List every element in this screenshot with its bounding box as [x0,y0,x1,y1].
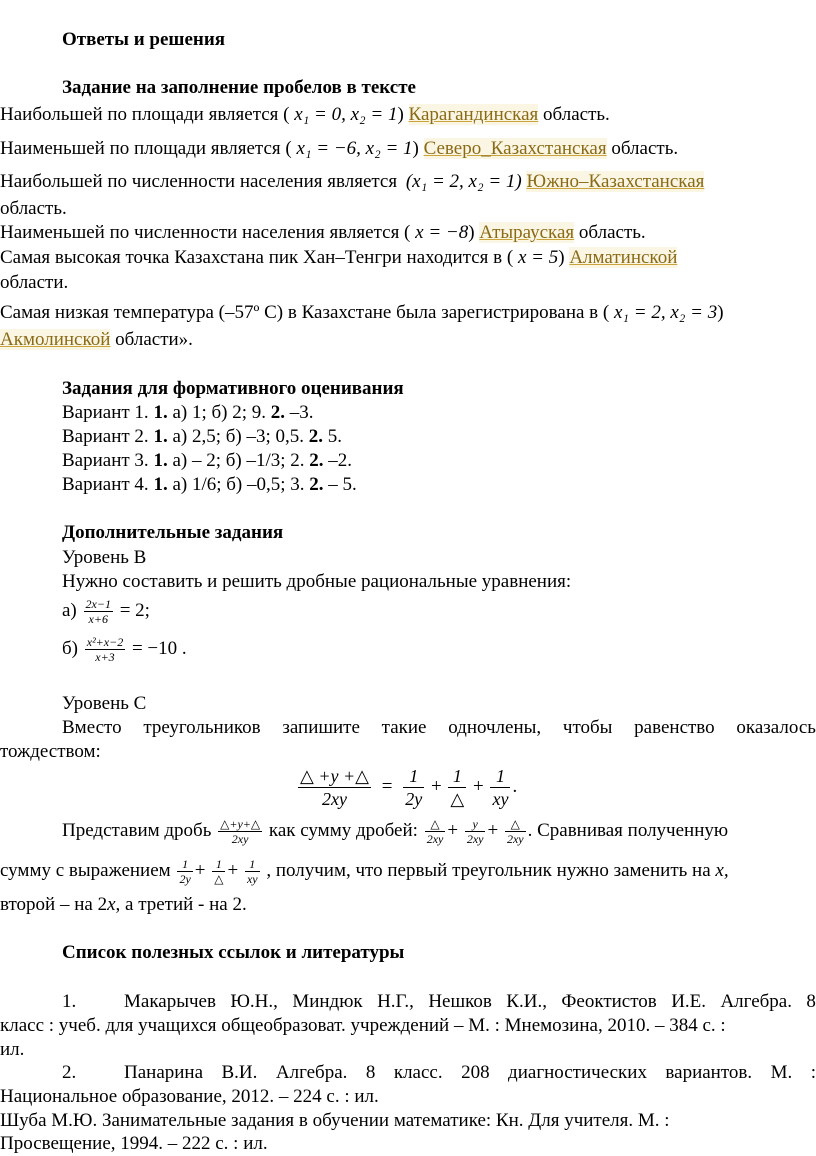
variant-4: Вариант 4. 1. а) 1/6; б) –0,5; 3. 2. – 5. [62,474,357,495]
level-c-text-2: тождеством: [0,741,101,762]
word: запишите [282,717,360,738]
word: Н.Г., [377,991,414,1012]
task-text: Нужно составить и решить дробные рациональные уравнения: [62,571,572,592]
ref-1-line-2: класс : учеб. для учащихся общеобразоват. учреждений – М. : Мнемозина, 2010. – 384 с. : [0,1015,726,1036]
answer-link-4[interactable]: Атырауская [479,222,575,243]
variant-3: Вариант 3. 1. а) – 2; б) –1/3; 2. 2. –2. [62,450,353,471]
word: К.И., [506,991,547,1012]
answer-link-2[interactable]: Северо_Казахстанская [423,138,607,159]
ref-2-line-2: Национальное образование, 2012. – 224 с. : ил. [0,1086,379,1107]
word: Панарина [124,1062,204,1083]
word: одночлены, [448,717,542,738]
word: оказалось [736,717,816,738]
word: В.И. [221,1062,258,1083]
word: равенство [634,717,715,738]
word: Алгебра. [720,991,792,1012]
word: чтобы [562,717,613,738]
level-c: Уровень С [62,693,147,714]
fill-line-5b: области. [0,272,69,293]
answer-link-1[interactable]: Карагандинская [408,104,539,125]
word: Феоктистов [561,991,657,1012]
word: И.Е. [671,991,707,1012]
word: Вместо [62,717,122,738]
word: Ю.Н., [230,991,278,1012]
word: Алгебра. [275,1062,348,1083]
word: Миндюк [292,991,363,1012]
ref-1-line-3: ил. [0,1039,25,1060]
level-c-text [62,716,816,740]
main-equation: $\frac{\triangle +y +\triangle}{2xy}$ = $\frac{1}{2y}$ + $\frac{1}{\triangle}$ + $\frac{1}{xy}$ . [300,766,518,810]
word: вариантов. [665,1062,753,1083]
word: М. [770,1062,793,1083]
ref-3-line-2: Просвещение, 1994. – 222 с. : ил. [0,1133,268,1154]
fill-line-5: Самая высокая точка Казахстана пик Хан–Тенгри находится в ( x = 5) Алматинской [0,247,678,268]
compare-line: сумму с выражением $\frac{1}{2y}$ + $\frac{1}{\triangle}$ + $\frac{1}{xy}$ , получим, что первый треугольник нужно заменить на x, [0,857,729,887]
represent-line: Представим дробь $\frac{\triangle+y+\triangle}{2xy}$ как сумму дробей: $\frac{\triangle}{2xy}$ + $\frac{y}{2xy}$ + $\frac{\triangle}{2xy}$ . Сравнивая полученную [62,817,729,847]
fill-line-4: Наименьшей по численности населения является ( x = −8) Атырауская область. [0,222,646,243]
equation-b: б) $\frac{\text{x²+x−2}}{x+3}$ = −10 . [62,635,187,665]
page-title: Ответы и решения [62,29,226,50]
answer-link-3[interactable]: Южно–Казахстанская [526,171,705,192]
level-b: Уровень В [62,547,147,568]
word: класс. [393,1062,443,1083]
section-heading-refs: Список полезных ссылок и литературы [62,942,405,963]
equation-a: а) $\frac{2x-1}{x+6}$ = 2; [62,597,150,627]
ref-1-line-1: 1. Макарычев Ю.Н., Миндюк Н.Г., Нешков К.И., Феоктистов И.Е. Алгебра. 8 [62,991,816,1012]
fill-line-3b: область. [0,198,67,219]
section-heading-formative: Задания для формативного оценивания [62,378,404,399]
fill-line-1: Наибольшей по площади является ( x₁ = 0, x₂ = 1) Карагандинская область. [0,104,610,125]
word: : [810,1062,816,1083]
answer-line: второй – на 2x, а третий - на 2. [0,894,247,915]
ref-3-line-1: Шуба М.Ю. Занимательные задания в обучении математике: Кн. Для учителя. М. : [0,1110,670,1131]
answer-link-5[interactable]: Алматинской [569,247,678,268]
fill-line-6: Самая низкая температура (–57º С) в Казахстане была зарегистрирована в ( x₁ = 2, x₂ = 3) [0,302,724,323]
word: Макарычев [124,991,216,1012]
ref-2-line-1: 2. Панарина В.И. Алгебра. 8 класс. 208 диагностических вариантов. М. : [62,1062,816,1083]
word: Нешков [428,991,492,1012]
word: треугольников [143,717,261,738]
word: такие [381,717,427,738]
word: 208 [461,1062,490,1083]
word: диагностических [508,1062,647,1083]
word: 8 [365,1062,376,1083]
section-heading-fill: Задание на заполнение пробелов в тексте [62,77,416,98]
variant-2: Вариант 2. 1. а) 2,5; б) –3; 0,5. 2. 5. [62,426,342,447]
variant-1: Вариант 1. 1. а) 1; б) 2; 9. 2. –3. [62,402,314,423]
fill-line-3: Наибольшей по численности населения является (x₁ = 2, x₂ = 1) Южно–Казахстанская [0,171,705,192]
section-heading-extra: Дополнительные задания [62,522,284,543]
fill-line-2: Наименьшей по площади является ( x₁ = −6, x₂ = 1) Северо_Казахстанская область. [0,138,679,159]
fill-line-6b: Акмолинской области». [0,329,193,350]
word: 8 [806,991,816,1012]
answer-link-6[interactable]: Акмолинской [0,329,111,350]
